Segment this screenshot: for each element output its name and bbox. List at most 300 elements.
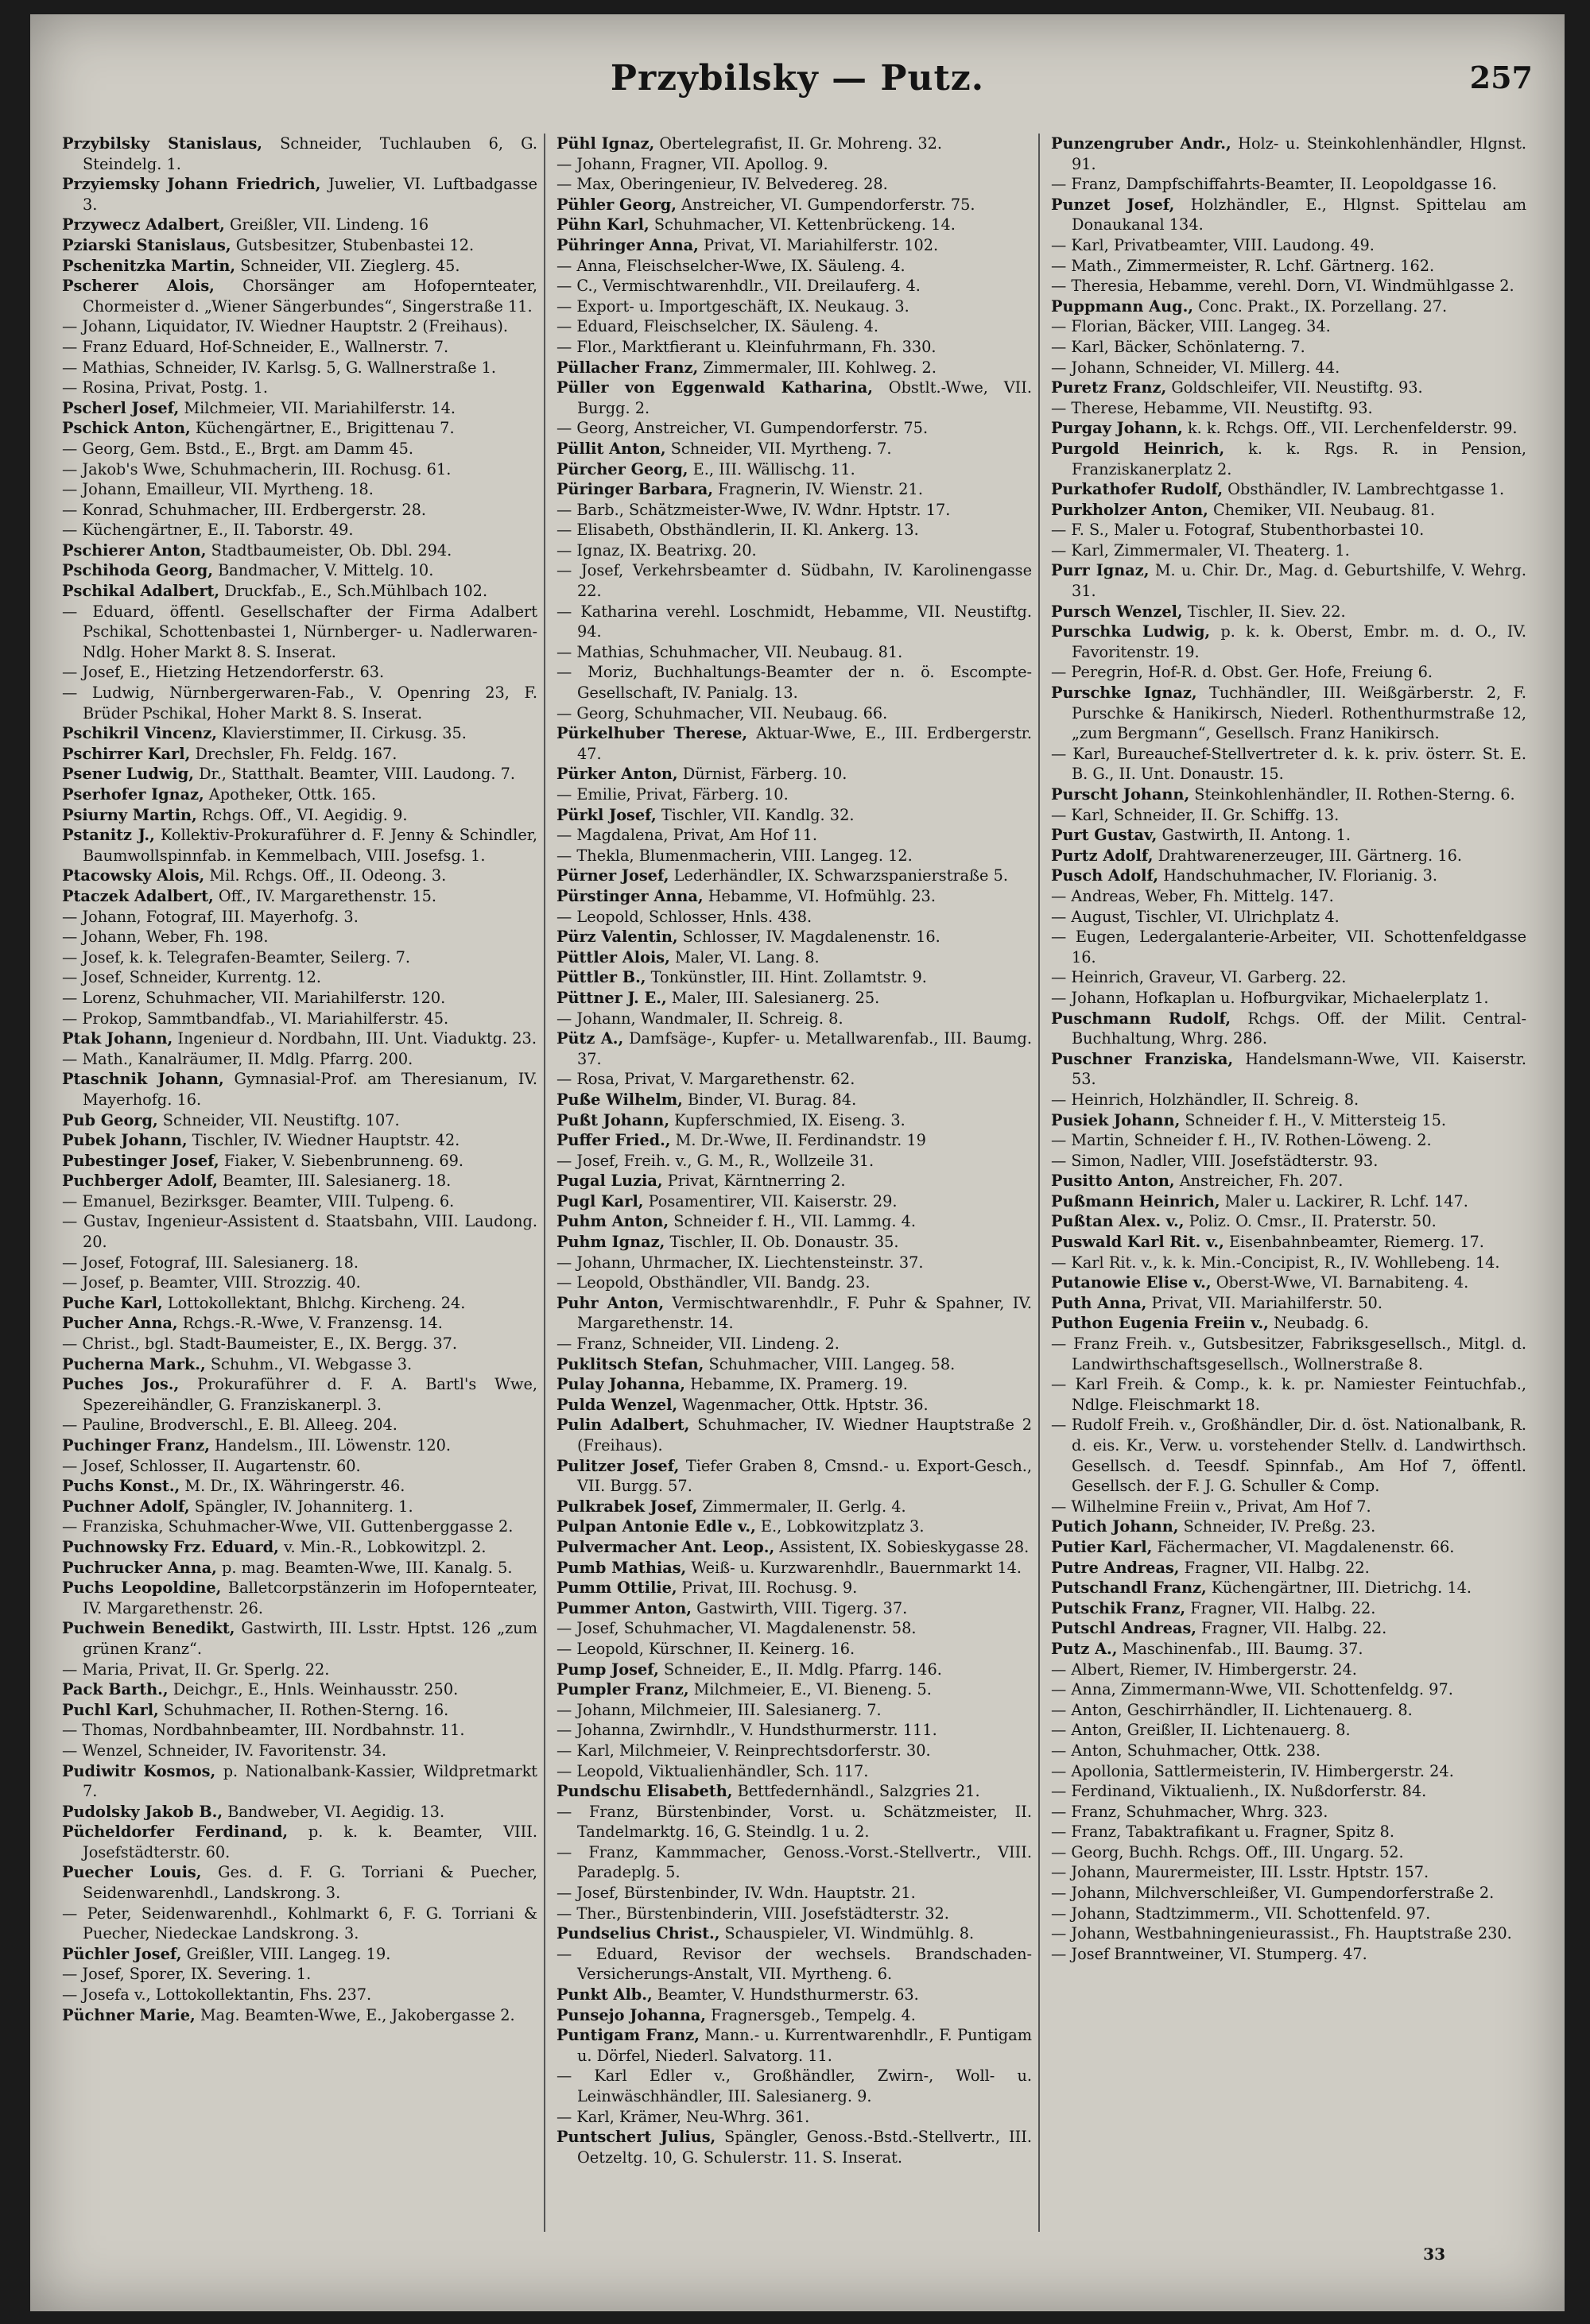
entry-details: — Leopold, Kürschner, II. Keinerg. 16. bbox=[556, 1639, 855, 1658]
page-header bbox=[30, 58, 1565, 114]
entry-details: — Franz Eduard, Hof-Schneider, E., Wallnerstr. 7. bbox=[62, 337, 449, 356]
directory-entry bbox=[62, 866, 537, 886]
entry-details: — Johann, Stadtzimmerm., VII. Schottenfeld. 97. bbox=[1051, 1904, 1431, 1923]
entry-details: — Johann, Weber, Fh. 198. bbox=[62, 928, 269, 947]
directory-entry bbox=[62, 927, 537, 947]
directory-entry bbox=[62, 235, 537, 256]
directory-entry bbox=[62, 1313, 537, 1334]
directory-entry bbox=[556, 1985, 1032, 2005]
entry-details: Rchgs. Off. der Milit. Central-Buchhaltung, Whrg. 286. bbox=[1072, 1009, 1526, 1048]
entry-details: — Eduard, öffentl. Gesellschafter der Firma Adalbert Pschikal, Schottenbastei 1, Nürnberger- u. Nadlerwaren-Ndlg. Hoher Markt 8. S. Inserat. bbox=[62, 602, 537, 661]
entry-details: Bandweber, VI. Aegidig. 13. bbox=[223, 1802, 445, 1821]
entry-name: Purkathofer Rudolf, bbox=[1051, 480, 1224, 499]
entry-name: Pack Barth., bbox=[62, 1680, 169, 1699]
entry-name: Ptacowsky Alois, bbox=[62, 866, 205, 885]
entry-details: Schuhmacher, IV. Wiedner Hauptstraße 2 (Freihaus). bbox=[577, 1416, 1032, 1454]
entry-details: — Josef, p. Beamter, VIII. Strozzig. 40. bbox=[62, 1273, 361, 1292]
directory-entry bbox=[556, 703, 1032, 724]
directory-entry bbox=[1051, 1191, 1526, 1212]
directory-entry bbox=[62, 1253, 537, 1273]
directory-page bbox=[30, 14, 1565, 2311]
directory-entry bbox=[556, 723, 1032, 764]
entry-details: — Emilie, Privat, Färberg. 10. bbox=[556, 785, 789, 804]
entry-name: Pschenitzka Martin, bbox=[62, 256, 236, 275]
entry-name: Pursch Wenzel, bbox=[1051, 602, 1183, 621]
directory-entry bbox=[62, 1904, 537, 1944]
directory-entry bbox=[62, 1028, 537, 1049]
entry-name: Pütz A., bbox=[556, 1029, 624, 1048]
entry-name: Puchl Karl, bbox=[62, 1700, 159, 1719]
entry-name: Puretz Franz, bbox=[1051, 378, 1167, 397]
directory-entry bbox=[556, 1944, 1032, 1985]
directory-entry bbox=[556, 1069, 1032, 1090]
directory-entry bbox=[62, 1272, 537, 1293]
directory-entry bbox=[556, 439, 1032, 459]
entry-details: — Johann, Westbahningenieurassist., Fh. Hauptstraße 230. bbox=[1051, 1924, 1512, 1943]
entry-details: Dr., Statthalt. Beamter, VIII. Laudong. 7. bbox=[193, 765, 516, 784]
entry-name: Puth Anna, bbox=[1051, 1293, 1147, 1312]
directory-entry bbox=[1051, 1639, 1526, 1660]
directory-entry bbox=[1051, 1618, 1526, 1639]
entry-details: Beamter, V. Hundsthurmerstr. 63. bbox=[652, 1985, 919, 2004]
directory-entry bbox=[62, 1456, 537, 1477]
entry-details: — Franz Freih. v., Gutsbesitzer, Fabriksgesellsch., Mitgl. d. Landwirthschaftsgesellsch., Wollnerstraße 8. bbox=[1051, 1334, 1526, 1373]
entry-name: Pußmann Heinrich, bbox=[1051, 1191, 1220, 1210]
directory-entry bbox=[62, 662, 537, 683]
directory-entry bbox=[1051, 1171, 1526, 1191]
directory-entry bbox=[1051, 540, 1526, 561]
directory-entry bbox=[62, 1191, 537, 1212]
directory-entry bbox=[1051, 1923, 1526, 1944]
entry-details: — Anna, Zimmermann-Wwe, VII. Schottenfeldg. 97. bbox=[1051, 1680, 1453, 1699]
entry-details: — Johann, Emailleur, VII. Myrtheng. 18. bbox=[62, 480, 374, 499]
entry-name: Pürcher Georg, bbox=[556, 459, 688, 478]
directory-entry bbox=[556, 459, 1032, 480]
entry-details: Weiß- u. Kurzwarenhdlr., Bauernmarkt 14. bbox=[686, 1558, 1022, 1577]
entry-name: Pürkelhuber Therese, bbox=[556, 724, 748, 743]
entry-name: Purtz Adolf, bbox=[1051, 846, 1154, 865]
directory-entry bbox=[556, 1700, 1032, 1721]
entry-details: Prokuraführer d. F. A. Bartl's Wwe, Spezereihändler, G. Franziskanerpl. 3. bbox=[83, 1375, 537, 1414]
entry-name: Puswald Karl Rit. v., bbox=[1051, 1233, 1224, 1252]
entry-details: — Küchengärtner, E., II. Taborstr. 49. bbox=[62, 521, 354, 540]
entry-details: — Franz, Kammmacher, Genoss.-Vorst.-Stellvertr., VIII. Paradeplg. 5. bbox=[556, 1842, 1032, 1882]
entry-details: — Johann, Wandmaler, II. Schreig. 8. bbox=[556, 1009, 843, 1028]
directory-entry bbox=[556, 1334, 1032, 1354]
entry-name: Pürner Josef, bbox=[556, 866, 669, 885]
entry-details: — Peter, Seidenwarenhdl., Kohlmarkt 6, F. G. Torriani & Puecher, Niedeckae Landskrong. 3. bbox=[62, 1904, 537, 1943]
entry-details: Privat, VI. Mariahilferstr. 102. bbox=[698, 235, 939, 254]
directory-entry bbox=[1051, 1741, 1526, 1761]
entry-details: Schuhmacher, VIII. Langeg. 58. bbox=[704, 1354, 956, 1373]
directory-entry bbox=[556, 1171, 1032, 1191]
directory-entry bbox=[62, 723, 537, 744]
directory-entry bbox=[1051, 1842, 1526, 1863]
entry-name: Puchrucker Anna, bbox=[62, 1558, 217, 1577]
directory-entry bbox=[1051, 1110, 1526, 1131]
entry-name: Pundselius Christ., bbox=[556, 1924, 720, 1943]
entry-details: — Pauline, Brodverschl., E. Bl. Alleeg. 204. bbox=[62, 1416, 398, 1435]
entry-details: Greißler, VIII. Langeg. 19. bbox=[181, 1944, 391, 1963]
directory-entry bbox=[556, 602, 1032, 642]
entry-details: Schneider, VII. Neustiftg. 107. bbox=[157, 1110, 400, 1129]
entry-details: — Anton, Schuhmacher, Ottk. 238. bbox=[1051, 1741, 1320, 1760]
entry-name: Pub Georg, bbox=[62, 1110, 158, 1129]
entry-details: Obstlt.-Wwe, VII. Burgg. 2. bbox=[577, 378, 1032, 417]
directory-entry bbox=[62, 520, 537, 540]
directory-entry bbox=[1051, 1802, 1526, 1822]
entry-name: Puhr Anton, bbox=[556, 1293, 665, 1312]
entry-details: — Karl, Privatbeamter, VIII. Laudong. 49. bbox=[1051, 235, 1375, 254]
entry-details: Bandmacher, V. Mittelg. 10. bbox=[212, 561, 434, 580]
entry-name: Pziarski Stanislaus, bbox=[62, 235, 231, 254]
directory-entry bbox=[62, 1293, 537, 1314]
entry-name: Pürz Valentin, bbox=[556, 928, 678, 947]
directory-entry bbox=[556, 967, 1032, 988]
directory-entry bbox=[556, 479, 1032, 500]
entry-details: Gastwirth, II. Antong. 1. bbox=[1157, 826, 1351, 845]
directory-entry bbox=[62, 1720, 537, 1741]
directory-entry bbox=[556, 1293, 1032, 1334]
entry-name: Püringer Barbara, bbox=[556, 480, 713, 499]
entry-name: Puchwein Benedikt, bbox=[62, 1619, 235, 1638]
entry-details: Schuhmacher, VI. Kettenbrückeng. 14. bbox=[649, 215, 956, 234]
directory-entry bbox=[1051, 1130, 1526, 1151]
directory-entry bbox=[62, 1110, 537, 1131]
directory-column-3 bbox=[1051, 134, 1533, 2232]
entry-details: — Anton, Geschirrhändler, II. Lichtenauerg. 8. bbox=[1051, 1700, 1413, 1719]
entry-details: Holz- u. Steinkohlenhändler, Hlgnst. 91. bbox=[1072, 134, 1526, 173]
entry-details: p. k. k. Beamter, VIII. Josefstädterstr. 60. bbox=[83, 1822, 537, 1861]
directory-entry bbox=[1051, 316, 1526, 337]
entry-name: Pulin Adalbert, bbox=[556, 1416, 690, 1435]
entry-details: Chemiker, VII. Neubaug. 81. bbox=[1208, 500, 1436, 519]
directory-entry bbox=[62, 1964, 537, 1985]
entry-details: Schneider, E., II. Mdlg. Pfarrg. 146. bbox=[658, 1660, 942, 1679]
entry-details: Drahtwarenerzeuger, III. Gärtnerg. 16. bbox=[1153, 846, 1462, 865]
entry-name: Pürstinger Anna, bbox=[556, 886, 704, 905]
entry-details: Fragner, VII. Halbg. 22. bbox=[1196, 1619, 1387, 1638]
entry-name: Pugl Karl, bbox=[556, 1191, 644, 1210]
entry-details: Gastwirth, III. Lsstr. Hptst. 126 „zum grünen Kranz“. bbox=[83, 1619, 537, 1658]
entry-details: — Jakob's Wwe, Schuhmacherin, III. Rochusg. 61. bbox=[62, 459, 452, 478]
entry-details: — Math., Zimmermeister, R. Lchf. Gärtnerg. 162. bbox=[1051, 256, 1435, 275]
entry-details: Fragnerin, IV. Wienstr. 21. bbox=[712, 480, 923, 499]
directory-entry bbox=[62, 1171, 537, 1191]
directory-entry bbox=[62, 479, 537, 500]
entry-details: Wagenmacher, Ottk. Hptstr. 36. bbox=[677, 1395, 929, 1414]
entry-details: — Mathias, Schuhmacher, VII. Neubaug. 81. bbox=[556, 642, 903, 661]
entry-details: Mann.- u. Kurrentwarenhdlr., F. Puntigam u. Dörfel, Niederl. Salvatorg. 11. bbox=[577, 2026, 1032, 2065]
entry-details: — Josef, Schneider, Kurrentg. 12. bbox=[62, 968, 321, 987]
entry-details: — August, Tischler, VI. Ulrichplatz 4. bbox=[1051, 907, 1340, 926]
directory-entry bbox=[556, 500, 1032, 521]
entry-details: — Karl Rit. v., k. k. Min.-Concipist, R., IV. Wohllebeng. 14. bbox=[1051, 1253, 1500, 1272]
entry-details: Chorsänger am Hofopernteater, Chormeister d. „Wiener Sängerbundes“, Singerstraße 11. bbox=[83, 277, 537, 316]
entry-details: — Math., Kanalräumer, II. Mdlg. Pfarrg. 200. bbox=[62, 1049, 413, 1068]
entry-name: Pschikal Adalbert, bbox=[62, 582, 220, 601]
entry-details: Deichgr., E., Hnls. Weinhausstr. 250. bbox=[168, 1680, 459, 1699]
directory-entry bbox=[556, 886, 1032, 907]
entry-name: Puffer Fried., bbox=[556, 1131, 671, 1150]
entry-details: — Franz, Bürstenbinder, Vorst. u. Schätzmeister, II. Tandelmarktg. 16, G. Steindlg. 1 u. 2. bbox=[556, 1802, 1032, 1842]
entry-details: — Georg, Gem. Bstd., E., Brgt. am Damm 45. bbox=[62, 439, 413, 458]
directory-entry bbox=[62, 1334, 537, 1354]
entry-details: — Karl Freih. & Comp., k. k. pr. Namiester Feintuchfab., Ndlge. Fleischmarkt 18. bbox=[1051, 1375, 1526, 1414]
entry-details: — Emanuel, Bezirksger. Beamter, VIII. Tulpeng. 6. bbox=[62, 1191, 455, 1210]
entry-details: Poliz. O. Cmsr., II. Praterstr. 50. bbox=[1184, 1212, 1437, 1231]
directory-entry bbox=[1051, 1822, 1526, 1842]
directory-entry bbox=[1051, 1211, 1526, 1232]
entry-name: Puße Wilhelm, bbox=[556, 1090, 683, 1109]
directory-entry bbox=[556, 1660, 1032, 1680]
directory-entry bbox=[1051, 907, 1526, 928]
directory-entry bbox=[556, 1272, 1032, 1293]
directory-entry bbox=[62, 744, 537, 765]
directory-entry bbox=[556, 316, 1032, 337]
entry-details: — Josef, Schuhmacher, VI. Magdalenenstr. 58. bbox=[556, 1619, 917, 1638]
entry-name: Pschihoda Georg, bbox=[62, 561, 213, 580]
entry-name: Punzet Josef, bbox=[1051, 195, 1175, 214]
entry-name: Pürkl Josef, bbox=[556, 805, 657, 824]
entry-details: Goldschleifer, VII. Neustiftg. 93. bbox=[1166, 378, 1423, 397]
entry-details: — Rudolf Freih. v., Großhändler, Dir. d. öst. Nationalbank, R. d. eis. Kr., Verw. u. vorstehender Stellv. d. Landwirthsch. Gesellsch. d. Teesdf. Spinnfab., Am Hof 7, öffentl. Gesellsch. der F. J. G. Schuller & Comp. bbox=[1051, 1416, 1526, 1496]
entry-name: Pulda Wenzel, bbox=[556, 1395, 678, 1414]
entry-name: Pundschu Elisabeth, bbox=[556, 1782, 733, 1801]
entry-name: Puppmann Aug., bbox=[1051, 296, 1194, 316]
entry-details: Kupferschmied, IX. Eiseng. 3. bbox=[669, 1110, 906, 1129]
directory-entry bbox=[1051, 174, 1526, 195]
entry-name: Putier Karl, bbox=[1051, 1537, 1153, 1556]
entry-details: — Karl, Schneider, II. Gr. Schiffg. 13. bbox=[1051, 805, 1340, 824]
entry-details: Handelsmann-Wwe, VII. Kaiserstr. 53. bbox=[1072, 1049, 1526, 1089]
entry-details: — Florian, Bäcker, VIII. Langeg. 34. bbox=[1051, 317, 1331, 336]
directory-entry bbox=[556, 276, 1032, 296]
entry-details: Ges. d. F. G. Torriani & Puecher, Seidenwarenhdl., Landskrong. 3. bbox=[83, 1863, 538, 1903]
entry-details: — Josef, Verkehrsbeamter d. Südbahn, IV. Karolinengasse 22. bbox=[556, 561, 1032, 601]
entry-name: Punsejo Johanna, bbox=[556, 2005, 706, 2024]
entry-details: — Josef, Sporer, IX. Severing. 1. bbox=[62, 1965, 312, 1984]
entry-name: Przywecz Adalbert, bbox=[62, 215, 225, 234]
directory-entry bbox=[556, 1802, 1032, 1842]
directory-entry bbox=[62, 215, 537, 235]
directory-entry bbox=[1051, 1253, 1526, 1273]
entry-name: Puntigam Franz, bbox=[556, 2026, 700, 2045]
directory-entry bbox=[556, 2005, 1032, 2026]
entry-name: Puchs Leopoldine, bbox=[62, 1578, 222, 1598]
entry-name: Püttler Alois, bbox=[556, 947, 670, 966]
entry-details: Tonkünstler, III. Hint. Zollamtstr. 9. bbox=[646, 968, 927, 987]
entry-details: — Export- u. Importgeschäft, IX. Neukaug. 3. bbox=[556, 296, 909, 316]
directory-entry bbox=[1051, 256, 1526, 277]
directory-entry bbox=[556, 1009, 1032, 1029]
entry-details: — Maria, Privat, II. Gr. Sperlg. 22. bbox=[62, 1660, 330, 1679]
entry-name: Przybilsky Stanislaus, bbox=[62, 134, 263, 153]
directory-entry bbox=[62, 500, 537, 521]
entry-details: — Eduard, Fleischselcher, IX. Säuleng. 4. bbox=[556, 317, 878, 336]
directory-entry bbox=[556, 1741, 1032, 1761]
directory-entry bbox=[62, 825, 537, 866]
directory-entry bbox=[556, 1497, 1032, 1517]
entry-name: Ptaczek Adalbert, bbox=[62, 886, 214, 905]
entry-details: — Johann, Liquidator, IV. Wiedner Hauptstr. 2 (Freihaus). bbox=[62, 317, 508, 336]
directory-entry bbox=[62, 1151, 537, 1172]
directory-entry bbox=[1051, 378, 1526, 398]
entry-name: Puchinger Franz, bbox=[62, 1436, 210, 1454]
directory-entry bbox=[62, 1862, 537, 1903]
entry-details: — Ferdinand, Viktualienh., IX. Nußdorferstr. 84. bbox=[1051, 1782, 1427, 1801]
entry-details: Obertelegrafist, II. Gr. Mohreng. 32. bbox=[654, 134, 943, 153]
directory-entry bbox=[1051, 235, 1526, 256]
directory-entry bbox=[556, 256, 1032, 277]
directory-entry bbox=[62, 1374, 537, 1415]
entry-details: — Karl, Zimmermaler, VI. Theaterg. 1. bbox=[1051, 540, 1350, 560]
directory-entry bbox=[1051, 967, 1526, 988]
directory-entry bbox=[1051, 500, 1526, 521]
entry-details: Binder, VI. Burag. 84. bbox=[682, 1090, 857, 1109]
directory-entry bbox=[62, 1516, 537, 1537]
directory-entry bbox=[556, 540, 1032, 561]
directory-entry bbox=[62, 337, 537, 358]
directory-entry bbox=[1051, 418, 1526, 439]
directory-entry bbox=[1051, 662, 1526, 683]
directory-entry bbox=[556, 215, 1032, 235]
entry-details: Tuchhändler, III. Weißgärberstr. 2, F. Purschke & Hanikirsch, Niederl. Rothenthurmstraße 12, „zum Bergmann“, Gesellsch. Franz Hanikirsch. bbox=[1072, 684, 1526, 743]
directory-entry bbox=[62, 602, 537, 663]
directory-column-1 bbox=[62, 134, 545, 2232]
entry-details: — Josef, E., Hietzing Hetzendorferstr. 63. bbox=[62, 663, 385, 682]
directory-entry bbox=[62, 1802, 537, 1822]
directory-entry bbox=[1051, 1232, 1526, 1253]
entry-details: — Magdalena, Privat, Am Hof 11. bbox=[556, 826, 818, 845]
directory-entry bbox=[556, 2066, 1032, 2106]
entry-details: Lottokollektant, Bhlchg. Kircheng. 24. bbox=[162, 1293, 466, 1312]
directory-entry bbox=[556, 358, 1032, 378]
entry-details: — Franziska, Schuhmacher-Wwe, VII. Guttenberggasse 2. bbox=[62, 1517, 514, 1536]
entry-details: Beamter, III. Salesianerg. 18. bbox=[218, 1172, 452, 1191]
entry-details: Schneider, IV. Preßg. 23. bbox=[1178, 1517, 1376, 1536]
entry-details: M. Dr., IX. Währingerstr. 46. bbox=[180, 1477, 405, 1496]
entry-details: Handschuhmacher, IV. Florianig. 3. bbox=[1158, 866, 1438, 885]
entry-details: Zimmermaler, III. Kohlweg. 2. bbox=[698, 358, 937, 377]
entry-name: Puschner Franziska, bbox=[1051, 1049, 1234, 1068]
directory-entry bbox=[1051, 134, 1526, 174]
entry-details: — Konrad, Schuhmacher, III. Erdbergerstr. 28. bbox=[62, 500, 427, 519]
directory-entry bbox=[1051, 1904, 1526, 1924]
entry-details: — Mathias, Schneider, IV. Karlsg. 5, G. Wallnerstraße 1. bbox=[62, 358, 497, 377]
directory-entry bbox=[1051, 744, 1526, 784]
directory-entry bbox=[1051, 602, 1526, 622]
entry-details: — Wilhelmine Freiin v., Privat, Am Hof 7. bbox=[1051, 1497, 1371, 1516]
entry-name: Pucher Anna, bbox=[62, 1314, 178, 1333]
directory-entry bbox=[556, 1618, 1032, 1639]
directory-entry bbox=[1051, 1944, 1526, 1965]
entry-details: — Karl, Milchmeier, V. Reinprechtsdorferstr. 30. bbox=[556, 1741, 931, 1760]
entry-details: Apotheker, Ottk. 165. bbox=[204, 785, 376, 804]
directory-entry bbox=[62, 1700, 537, 1721]
entry-name: Pschierer Anton, bbox=[62, 540, 207, 560]
entry-name: Pücheldorfer Ferdinand, bbox=[62, 1822, 289, 1842]
entry-details: — Josef, Freih. v., G. M., R., Wollzeile 31. bbox=[556, 1151, 874, 1170]
entry-name: Puthon Eugenia Freiin v., bbox=[1051, 1314, 1269, 1333]
entry-name: Pumpler Franz, bbox=[556, 1680, 689, 1699]
directory-entry bbox=[556, 2025, 1032, 2066]
directory-entry bbox=[1051, 195, 1526, 235]
entry-name: Pschikril Vincenz, bbox=[62, 724, 217, 743]
entry-details: — Andreas, Weber, Fh. Mittelg. 147. bbox=[1051, 886, 1334, 905]
directory-entry bbox=[556, 846, 1032, 866]
signature-mark: 33 bbox=[1423, 2245, 1445, 2264]
entry-details: — Leopold, Obsthändler, VII. Bandg. 23. bbox=[556, 1273, 871, 1292]
entry-details: Juwelier, VI. Luftbadgasse 3. bbox=[83, 175, 537, 214]
directory-column-2 bbox=[556, 134, 1040, 2232]
directory-entry bbox=[62, 1944, 537, 1965]
directory-entry bbox=[1051, 1578, 1526, 1598]
entry-name: Püllacher Franz, bbox=[556, 358, 699, 377]
entry-details: Klavierstimmer, II. Cirkusg. 35. bbox=[216, 724, 467, 743]
entry-name: Pulitzer Josef, bbox=[556, 1456, 680, 1475]
entry-name: Pulay Johanna, bbox=[556, 1375, 685, 1394]
directory-entry bbox=[62, 1009, 537, 1029]
directory-entry bbox=[556, 1211, 1032, 1232]
entry-details: M. u. Chir. Dr., Mag. d. Geburtshilfe, V. Wehrg. 31. bbox=[1072, 561, 1526, 601]
running-title: Przybilsky — Putz. bbox=[610, 58, 985, 99]
entry-name: Pubek Johann, bbox=[62, 1131, 188, 1150]
entry-name: Pußt Johann, bbox=[556, 1110, 670, 1129]
entry-details: — Karl, Bureauchef-Stellvertreter d. k. k. priv. österr. St. E. B. G., II. Unt. Donaustr. 15. bbox=[1051, 744, 1526, 784]
entry-details: — Karl Edler v., Großhändler, Zwirn-, Woll- u. Leinwäschhändler, III. Salesianerg. 9. bbox=[556, 2066, 1032, 2105]
entry-details: Tischler, IV. Wiedner Hauptstr. 42. bbox=[187, 1131, 460, 1150]
entry-details: Assistent, IX. Sobieskygasse 28. bbox=[774, 1537, 1030, 1556]
entry-details: Schneider, VII. Myrtheng. 7. bbox=[665, 439, 892, 458]
directory-entry bbox=[1051, 1374, 1526, 1415]
directory-entry bbox=[62, 1822, 537, 1862]
directory-entry bbox=[1051, 479, 1526, 500]
entry-details: Holzhändler, E., Hlgnst. Spittelau am Donaukanal 134. bbox=[1072, 195, 1527, 234]
entry-details: — Thomas, Nordbahnbeamter, III. Nordbahnstr. 11. bbox=[62, 1721, 465, 1740]
entry-name: Püchler Josef, bbox=[62, 1944, 182, 1963]
entry-details: Vermischtwarenhdlr., F. Puhr & Spahner, IV. Margarethenstr. 14. bbox=[577, 1293, 1033, 1333]
directory-entry bbox=[1051, 988, 1526, 1009]
directory-entry bbox=[1051, 1151, 1526, 1172]
entry-name: Pserhofer Ignaz, bbox=[62, 785, 204, 804]
directory-entry bbox=[1051, 927, 1526, 967]
entry-details: Milchmeier, E., VI. Bieneng. 5. bbox=[688, 1680, 932, 1699]
directory-entry bbox=[62, 764, 537, 784]
entry-name: Putschik Franz, bbox=[1051, 1598, 1186, 1617]
entry-name: Punkt Alb., bbox=[556, 1985, 653, 2004]
directory-entry bbox=[556, 1883, 1032, 1904]
entry-details: — Eduard, Revisor der wechsels. Brandschaden-Versicherungs-Anstalt, VII. Myrtheng. 6. bbox=[556, 1944, 1032, 1984]
entry-details: — Johann, Milchverschleißer, VI. Gumpendorferstraße 2. bbox=[1051, 1884, 1495, 1903]
entry-name: Puhm Anton, bbox=[556, 1212, 669, 1231]
entry-name: Püttler B., bbox=[556, 968, 646, 987]
directory-entry bbox=[556, 1374, 1032, 1395]
entry-details: — Josef Branntweiner, VI. Stumperg. 47. bbox=[1051, 1944, 1367, 1963]
directory-entry bbox=[1051, 1497, 1526, 1517]
entry-name: Puecher Louis, bbox=[62, 1863, 202, 1882]
entry-name: Pühl Ignaz, bbox=[556, 134, 655, 153]
entry-name: Püller von Eggenwald Katharina, bbox=[556, 378, 873, 397]
entry-details: E., Lobkowitzplatz 3. bbox=[755, 1517, 925, 1536]
entry-details: Anstreicher, VI. Gumpendorferstr. 75. bbox=[676, 195, 975, 214]
directory-entry bbox=[1051, 1293, 1526, 1314]
entry-name: Pschirrer Karl, bbox=[62, 744, 191, 763]
directory-entry bbox=[556, 378, 1032, 418]
directory-entry bbox=[1051, 1334, 1526, 1374]
entry-details: — Eugen, Ledergalanterie-Arbeiter, VII. Schottenfeldgasse 16. bbox=[1051, 928, 1526, 966]
directory-entry bbox=[556, 1761, 1032, 1782]
